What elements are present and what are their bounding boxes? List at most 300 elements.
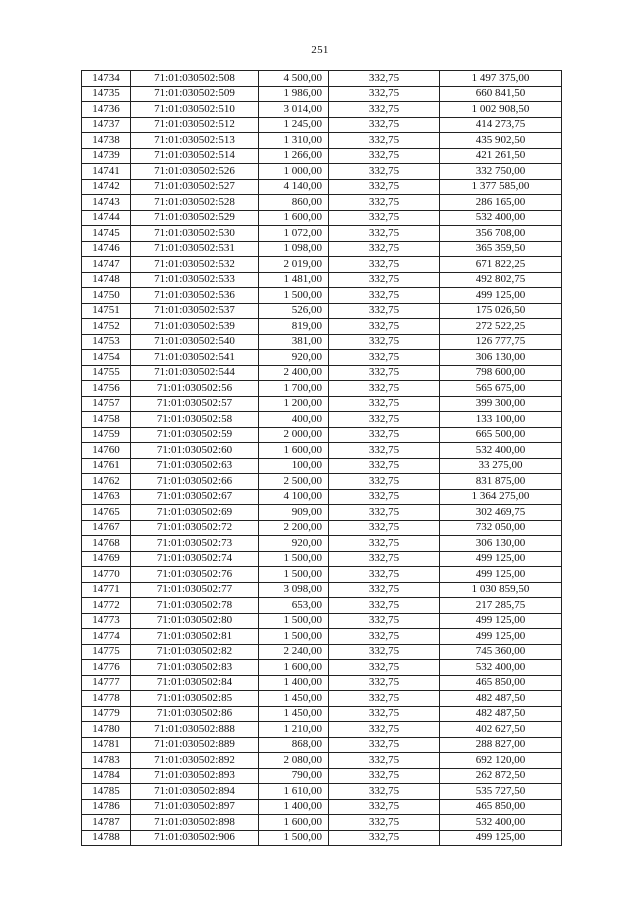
land-value-table-wrapper [81, 70, 562, 846]
row-id-cell: 14761 [82, 458, 131, 474]
cadastral-number-cell: 71:01:030502:894 [131, 784, 259, 800]
table-row [82, 257, 562, 273]
table-row [82, 226, 562, 242]
rate-cell: 332,75 [329, 241, 440, 257]
cadastral-number-cell: 71:01:030502:526 [131, 164, 259, 180]
area-cell: 1 450,00 [259, 706, 329, 722]
area-cell: 1 098,00 [259, 241, 329, 257]
table-row [82, 195, 562, 211]
area-cell: 1 500,00 [259, 551, 329, 567]
area-cell: 653,00 [259, 598, 329, 614]
cadastral-number-cell: 71:01:030502:532 [131, 257, 259, 273]
row-id-cell: 14770 [82, 567, 131, 583]
value-cell: 262 872,50 [440, 768, 562, 784]
cadastral-number-cell: 71:01:030502:531 [131, 241, 259, 257]
table-row [82, 598, 562, 614]
cadastral-number-cell: 71:01:030502:514 [131, 148, 259, 164]
value-cell: 532 400,00 [440, 660, 562, 676]
rate-cell: 332,75 [329, 830, 440, 846]
rate-cell: 332,75 [329, 458, 440, 474]
value-cell: 399 300,00 [440, 396, 562, 412]
value-cell: 532 400,00 [440, 443, 562, 459]
cadastral-number-cell: 71:01:030502:72 [131, 520, 259, 536]
area-cell: 920,00 [259, 350, 329, 366]
table-row [82, 520, 562, 536]
rate-cell: 332,75 [329, 520, 440, 536]
value-cell: 692 120,00 [440, 753, 562, 769]
area-cell: 3 098,00 [259, 582, 329, 598]
row-id-cell: 14745 [82, 226, 131, 242]
area-cell: 1 500,00 [259, 288, 329, 304]
value-cell: 665 500,00 [440, 427, 562, 443]
table-row [82, 427, 562, 443]
table-row [82, 164, 562, 180]
table-row [82, 691, 562, 707]
rate-cell: 332,75 [329, 257, 440, 273]
row-id-cell: 14752 [82, 319, 131, 335]
cadastral-number-cell: 71:01:030502:898 [131, 815, 259, 831]
value-cell: 532 400,00 [440, 210, 562, 226]
table-row [82, 86, 562, 102]
table-row [82, 381, 562, 397]
area-cell: 1 500,00 [259, 629, 329, 645]
table-row [82, 474, 562, 490]
row-id-cell: 14783 [82, 753, 131, 769]
rate-cell: 332,75 [329, 753, 440, 769]
rate-cell: 332,75 [329, 474, 440, 490]
area-cell: 2 500,00 [259, 474, 329, 490]
value-cell: 1 030 859,50 [440, 582, 562, 598]
row-id-cell: 14765 [82, 505, 131, 521]
cadastral-number-cell: 71:01:030502:66 [131, 474, 259, 490]
cadastral-number-cell: 71:01:030502:58 [131, 412, 259, 428]
rate-cell: 332,75 [329, 350, 440, 366]
cadastral-number-cell: 71:01:030502:81 [131, 629, 259, 645]
value-cell: 465 850,00 [440, 675, 562, 691]
row-id-cell: 14747 [82, 257, 131, 273]
cadastral-number-cell: 71:01:030502:73 [131, 536, 259, 552]
area-cell: 1 500,00 [259, 830, 329, 846]
value-cell: 660 841,50 [440, 86, 562, 102]
row-id-cell: 14773 [82, 613, 131, 629]
value-cell: 126 777,75 [440, 334, 562, 350]
area-cell: 1 310,00 [259, 133, 329, 149]
table-row [82, 799, 562, 815]
rate-cell: 332,75 [329, 660, 440, 676]
value-cell: 492 802,75 [440, 272, 562, 288]
page-number: 251 [311, 44, 329, 56]
table-row [82, 412, 562, 428]
area-cell: 1 986,00 [259, 86, 329, 102]
value-cell: 356 708,00 [440, 226, 562, 242]
value-cell: 499 125,00 [440, 613, 562, 629]
rate-cell: 332,75 [329, 784, 440, 800]
area-cell: 1 500,00 [259, 613, 329, 629]
area-cell: 400,00 [259, 412, 329, 428]
value-cell: 499 125,00 [440, 830, 562, 846]
value-cell: 288 827,00 [440, 737, 562, 753]
row-id-cell: 14734 [82, 71, 131, 87]
value-cell: 482 487,50 [440, 706, 562, 722]
rate-cell: 332,75 [329, 443, 440, 459]
value-cell: 1 002 908,50 [440, 102, 562, 118]
row-id-cell: 14742 [82, 179, 131, 195]
table-row [82, 210, 562, 226]
rate-cell: 332,75 [329, 412, 440, 428]
row-id-cell: 14751 [82, 303, 131, 319]
row-id-cell: 14754 [82, 350, 131, 366]
rate-cell: 332,75 [329, 536, 440, 552]
row-id-cell: 14758 [82, 412, 131, 428]
table-row [82, 768, 562, 784]
cadastral-number-cell: 71:01:030502:537 [131, 303, 259, 319]
cadastral-number-cell: 71:01:030502:897 [131, 799, 259, 815]
cadastral-number-cell: 71:01:030502:57 [131, 396, 259, 412]
rate-cell: 332,75 [329, 427, 440, 443]
area-cell: 860,00 [259, 195, 329, 211]
area-cell: 1 610,00 [259, 784, 329, 800]
row-id-cell: 14744 [82, 210, 131, 226]
value-cell: 499 125,00 [440, 551, 562, 567]
value-cell: 671 822,25 [440, 257, 562, 273]
row-id-cell: 14738 [82, 133, 131, 149]
value-cell: 272 522,25 [440, 319, 562, 335]
cadastral-number-cell: 71:01:030502:509 [131, 86, 259, 102]
cadastral-number-cell: 71:01:030502:530 [131, 226, 259, 242]
value-cell: 732 050,00 [440, 520, 562, 536]
area-cell: 1 200,00 [259, 396, 329, 412]
area-cell: 2 000,00 [259, 427, 329, 443]
cadastral-number-cell: 71:01:030502:528 [131, 195, 259, 211]
rate-cell: 332,75 [329, 768, 440, 784]
table-row [82, 675, 562, 691]
cadastral-number-cell: 71:01:030502:529 [131, 210, 259, 226]
area-cell: 819,00 [259, 319, 329, 335]
area-cell: 2 200,00 [259, 520, 329, 536]
table-row [82, 722, 562, 738]
rate-cell: 332,75 [329, 675, 440, 691]
cadastral-number-cell: 71:01:030502:86 [131, 706, 259, 722]
rate-cell: 332,75 [329, 319, 440, 335]
cadastral-number-cell: 71:01:030502:63 [131, 458, 259, 474]
value-cell: 414 273,75 [440, 117, 562, 133]
value-cell: 175 026,50 [440, 303, 562, 319]
cadastral-number-cell: 71:01:030502:84 [131, 675, 259, 691]
area-cell: 2 400,00 [259, 365, 329, 381]
table-row [82, 551, 562, 567]
table-body [82, 71, 562, 846]
value-cell: 499 125,00 [440, 567, 562, 583]
area-cell: 1 266,00 [259, 148, 329, 164]
table-row [82, 365, 562, 381]
cadastral-number-cell: 71:01:030502:539 [131, 319, 259, 335]
table-row [82, 396, 562, 412]
cadastral-number-cell: 71:01:030502:60 [131, 443, 259, 459]
rate-cell: 332,75 [329, 195, 440, 211]
area-cell: 868,00 [259, 737, 329, 753]
value-cell: 1 377 585,00 [440, 179, 562, 195]
table-row [82, 706, 562, 722]
table-row [82, 179, 562, 195]
table-row [82, 458, 562, 474]
cadastral-number-cell: 71:01:030502:906 [131, 830, 259, 846]
area-cell: 526,00 [259, 303, 329, 319]
table-row [82, 303, 562, 319]
table-row [82, 505, 562, 521]
value-cell: 535 727,50 [440, 784, 562, 800]
table-row [82, 582, 562, 598]
row-id-cell: 14743 [82, 195, 131, 211]
row-id-cell: 14784 [82, 768, 131, 784]
rate-cell: 332,75 [329, 644, 440, 660]
rate-cell: 332,75 [329, 381, 440, 397]
cadastral-number-cell: 71:01:030502:82 [131, 644, 259, 660]
rate-cell: 332,75 [329, 102, 440, 118]
cadastral-number-cell: 71:01:030502:540 [131, 334, 259, 350]
cadastral-number-cell: 71:01:030502:78 [131, 598, 259, 614]
rate-cell: 332,75 [329, 71, 440, 87]
rate-cell: 332,75 [329, 691, 440, 707]
cadastral-number-cell: 71:01:030502:80 [131, 613, 259, 629]
rate-cell: 332,75 [329, 164, 440, 180]
value-cell: 402 627,50 [440, 722, 562, 738]
value-cell: 565 675,00 [440, 381, 562, 397]
table-row [82, 117, 562, 133]
area-cell: 1 600,00 [259, 443, 329, 459]
rate-cell: 332,75 [329, 815, 440, 831]
table-row [82, 102, 562, 118]
table-row [82, 644, 562, 660]
rate-cell: 332,75 [329, 489, 440, 505]
value-cell: 302 469,75 [440, 505, 562, 521]
value-cell: 435 902,50 [440, 133, 562, 149]
row-id-cell: 14757 [82, 396, 131, 412]
area-cell: 1 072,00 [259, 226, 329, 242]
row-id-cell: 14780 [82, 722, 131, 738]
table-row [82, 753, 562, 769]
row-id-cell: 14778 [82, 691, 131, 707]
area-cell: 1 210,00 [259, 722, 329, 738]
row-id-cell: 14772 [82, 598, 131, 614]
table-row [82, 241, 562, 257]
value-cell: 798 600,00 [440, 365, 562, 381]
value-cell: 499 125,00 [440, 288, 562, 304]
row-id-cell: 14768 [82, 536, 131, 552]
cadastral-number-cell: 71:01:030502:512 [131, 117, 259, 133]
row-id-cell: 14775 [82, 644, 131, 660]
cadastral-number-cell: 71:01:030502:59 [131, 427, 259, 443]
rate-cell: 332,75 [329, 133, 440, 149]
area-cell: 2 019,00 [259, 257, 329, 273]
table-row [82, 660, 562, 676]
cadastral-number-cell: 71:01:030502:77 [131, 582, 259, 598]
table-row [82, 334, 562, 350]
table-row [82, 133, 562, 149]
value-cell: 1 497 375,00 [440, 71, 562, 87]
cadastral-number-cell: 71:01:030502:892 [131, 753, 259, 769]
rate-cell: 332,75 [329, 737, 440, 753]
area-cell: 1 400,00 [259, 675, 329, 691]
area-cell: 909,00 [259, 505, 329, 521]
value-cell: 1 364 275,00 [440, 489, 562, 505]
rate-cell: 332,75 [329, 272, 440, 288]
row-id-cell: 14755 [82, 365, 131, 381]
row-id-cell: 14776 [82, 660, 131, 676]
cadastral-number-cell: 71:01:030502:889 [131, 737, 259, 753]
value-cell: 831 875,00 [440, 474, 562, 490]
row-id-cell: 14767 [82, 520, 131, 536]
cadastral-number-cell: 71:01:030502:76 [131, 567, 259, 583]
cadastral-number-cell: 71:01:030502:83 [131, 660, 259, 676]
row-id-cell: 14786 [82, 799, 131, 815]
row-id-cell: 14736 [82, 102, 131, 118]
row-id-cell: 14741 [82, 164, 131, 180]
row-id-cell: 14781 [82, 737, 131, 753]
table-row [82, 288, 562, 304]
table-row [82, 148, 562, 164]
rate-cell: 332,75 [329, 396, 440, 412]
value-cell: 217 285,75 [440, 598, 562, 614]
cadastral-number-cell: 71:01:030502:510 [131, 102, 259, 118]
land-value-table [81, 70, 562, 846]
row-id-cell: 14753 [82, 334, 131, 350]
row-id-cell: 14735 [82, 86, 131, 102]
area-cell: 381,00 [259, 334, 329, 350]
rate-cell: 332,75 [329, 722, 440, 738]
value-cell: 286 165,00 [440, 195, 562, 211]
rate-cell: 332,75 [329, 86, 440, 102]
value-cell: 332 750,00 [440, 164, 562, 180]
table-row [82, 319, 562, 335]
table-row [82, 737, 562, 753]
table-row [82, 443, 562, 459]
area-cell: 1 600,00 [259, 660, 329, 676]
table-row [82, 613, 562, 629]
value-cell: 745 360,00 [440, 644, 562, 660]
cadastral-number-cell: 71:01:030502:527 [131, 179, 259, 195]
rate-cell: 332,75 [329, 288, 440, 304]
rate-cell: 332,75 [329, 148, 440, 164]
rate-cell: 332,75 [329, 303, 440, 319]
area-cell: 1 400,00 [259, 799, 329, 815]
row-id-cell: 14746 [82, 241, 131, 257]
area-cell: 4 100,00 [259, 489, 329, 505]
row-id-cell: 14739 [82, 148, 131, 164]
value-cell: 482 487,50 [440, 691, 562, 707]
row-id-cell: 14787 [82, 815, 131, 831]
rate-cell: 332,75 [329, 179, 440, 195]
cadastral-number-cell: 71:01:030502:536 [131, 288, 259, 304]
table-row [82, 272, 562, 288]
rate-cell: 332,75 [329, 799, 440, 815]
table-row [82, 489, 562, 505]
rate-cell: 332,75 [329, 567, 440, 583]
cadastral-number-cell: 71:01:030502:74 [131, 551, 259, 567]
rate-cell: 332,75 [329, 117, 440, 133]
rate-cell: 332,75 [329, 582, 440, 598]
row-id-cell: 14774 [82, 629, 131, 645]
row-id-cell: 14785 [82, 784, 131, 800]
area-cell: 1 450,00 [259, 691, 329, 707]
area-cell: 4 140,00 [259, 179, 329, 195]
table-row [82, 536, 562, 552]
row-id-cell: 14763 [82, 489, 131, 505]
area-cell: 2 080,00 [259, 753, 329, 769]
row-id-cell: 14760 [82, 443, 131, 459]
table-row [82, 830, 562, 846]
row-id-cell: 14759 [82, 427, 131, 443]
area-cell: 2 240,00 [259, 644, 329, 660]
row-id-cell: 14788 [82, 830, 131, 846]
table-row [82, 567, 562, 583]
area-cell: 1 000,00 [259, 164, 329, 180]
row-id-cell: 14748 [82, 272, 131, 288]
rate-cell: 332,75 [329, 629, 440, 645]
value-cell: 421 261,50 [440, 148, 562, 164]
rate-cell: 332,75 [329, 210, 440, 226]
row-id-cell: 14750 [82, 288, 131, 304]
row-id-cell: 14769 [82, 551, 131, 567]
area-cell: 920,00 [259, 536, 329, 552]
table-row [82, 350, 562, 366]
row-id-cell: 14756 [82, 381, 131, 397]
cadastral-number-cell: 71:01:030502:508 [131, 71, 259, 87]
area-cell: 1 245,00 [259, 117, 329, 133]
value-cell: 33 275,00 [440, 458, 562, 474]
rate-cell: 332,75 [329, 551, 440, 567]
cadastral-number-cell: 71:01:030502:544 [131, 365, 259, 381]
cadastral-number-cell: 71:01:030502:56 [131, 381, 259, 397]
rate-cell: 332,75 [329, 505, 440, 521]
rate-cell: 332,75 [329, 706, 440, 722]
table-row [82, 629, 562, 645]
value-cell: 465 850,00 [440, 799, 562, 815]
row-id-cell: 14779 [82, 706, 131, 722]
cadastral-number-cell: 71:01:030502:893 [131, 768, 259, 784]
row-id-cell: 14737 [82, 117, 131, 133]
rate-cell: 332,75 [329, 613, 440, 629]
rate-cell: 332,75 [329, 334, 440, 350]
row-id-cell: 14762 [82, 474, 131, 490]
cadastral-number-cell: 71:01:030502:541 [131, 350, 259, 366]
area-cell: 1 600,00 [259, 815, 329, 831]
row-id-cell: 14777 [82, 675, 131, 691]
value-cell: 365 359,50 [440, 241, 562, 257]
cadastral-number-cell: 71:01:030502:888 [131, 722, 259, 738]
value-cell: 133 100,00 [440, 412, 562, 428]
value-cell: 306 130,00 [440, 350, 562, 366]
area-cell: 790,00 [259, 768, 329, 784]
table-row [82, 71, 562, 87]
rate-cell: 332,75 [329, 598, 440, 614]
cadastral-number-cell: 71:01:030502:69 [131, 505, 259, 521]
area-cell: 100,00 [259, 458, 329, 474]
area-cell: 1 481,00 [259, 272, 329, 288]
cadastral-number-cell: 71:01:030502:85 [131, 691, 259, 707]
row-id-cell: 14771 [82, 582, 131, 598]
cadastral-number-cell: 71:01:030502:533 [131, 272, 259, 288]
area-cell: 3 014,00 [259, 102, 329, 118]
table-row [82, 815, 562, 831]
area-cell: 1 600,00 [259, 210, 329, 226]
cadastral-number-cell: 71:01:030502:67 [131, 489, 259, 505]
area-cell: 1 700,00 [259, 381, 329, 397]
value-cell: 306 130,00 [440, 536, 562, 552]
table-row [82, 784, 562, 800]
cadastral-number-cell: 71:01:030502:513 [131, 133, 259, 149]
area-cell: 1 500,00 [259, 567, 329, 583]
area-cell: 4 500,00 [259, 71, 329, 87]
